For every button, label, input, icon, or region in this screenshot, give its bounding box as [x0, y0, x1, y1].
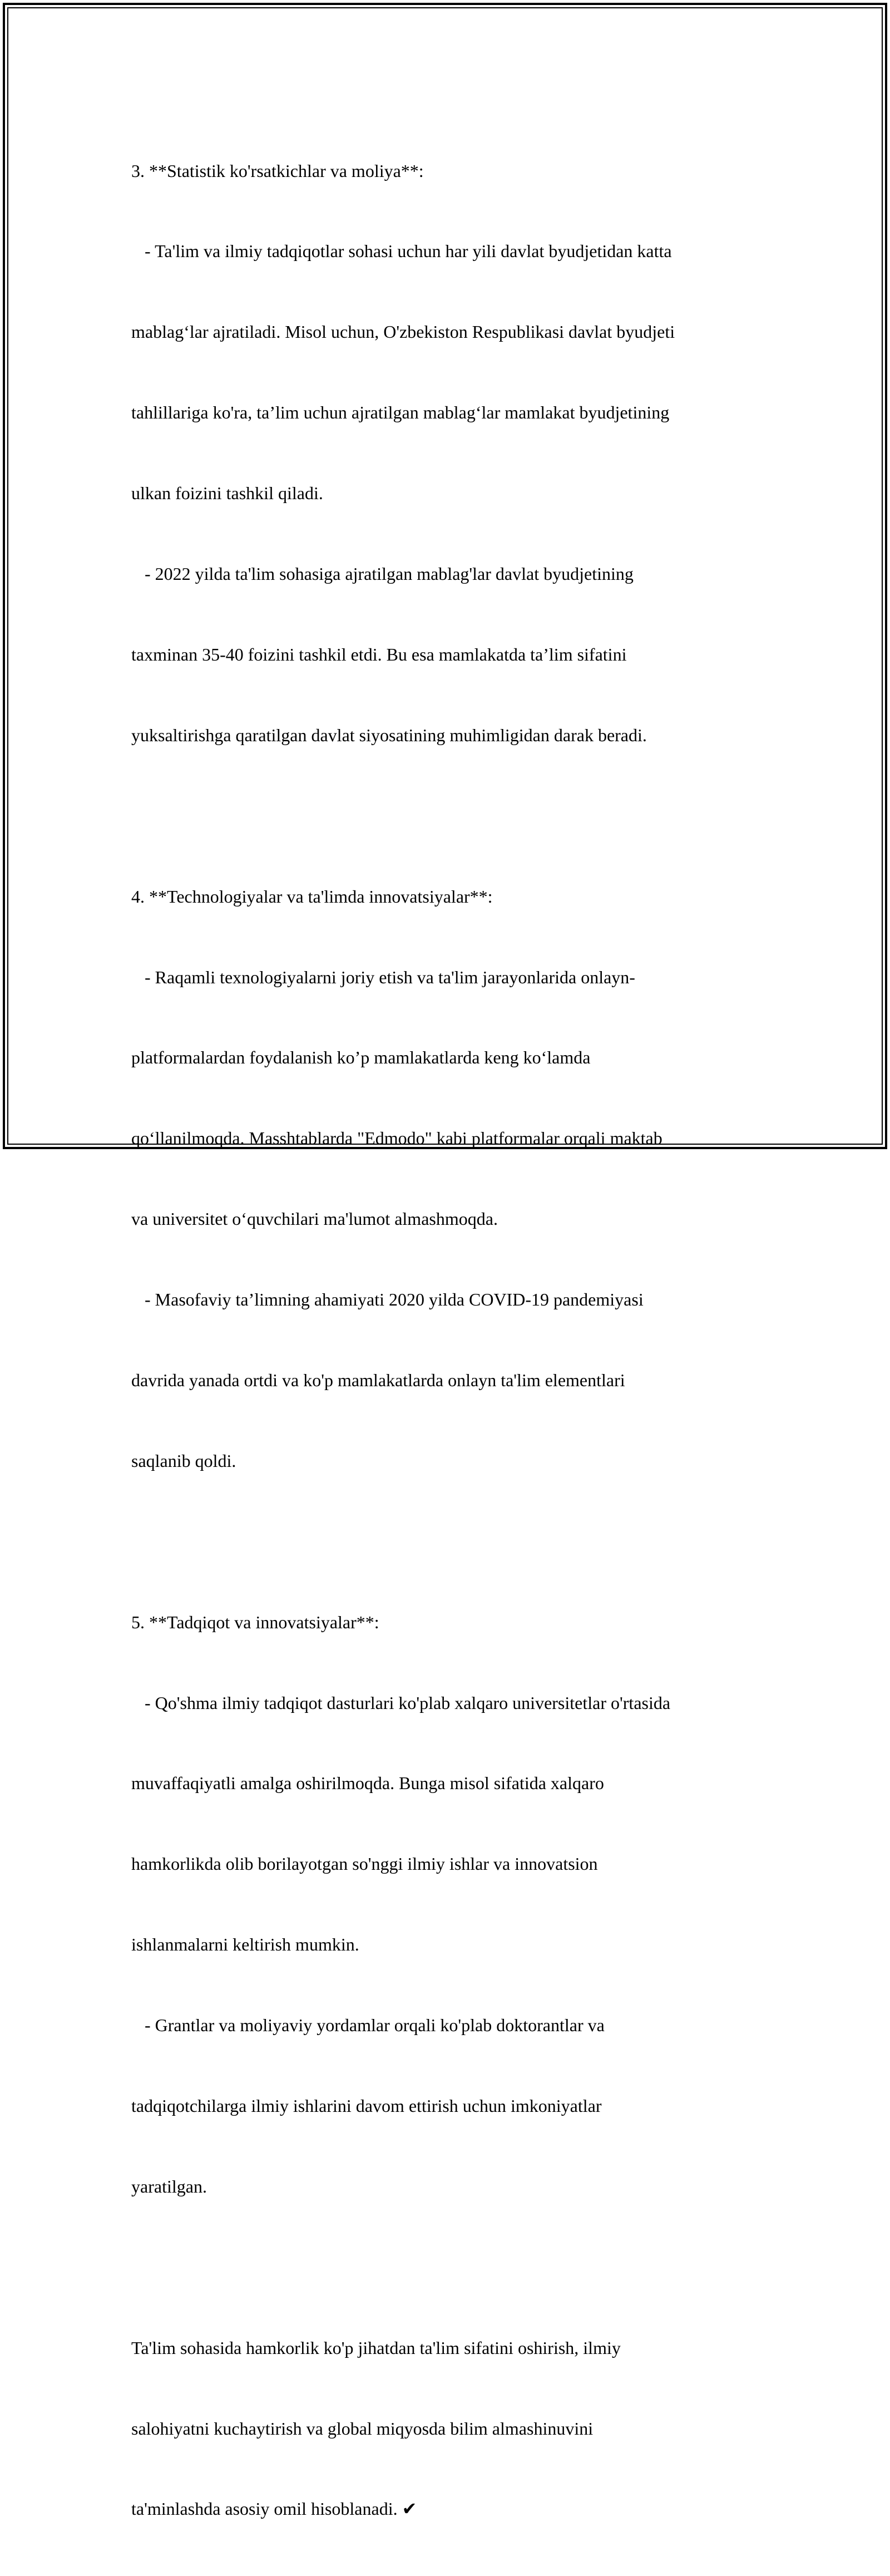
text-line: tahlillariga ko'ra, ta’lim uchun ajratilgan mablag‘lar mamlakat byudjetining	[131, 402, 670, 423]
text-line: - Qo'shma ilmiy tadqiqot dasturlari ko'plab xalqaro universitetlar o'rtasida	[131, 1692, 671, 1713]
paragraph-gap	[131, 2254, 771, 2281]
paragraph-gap	[131, 1528, 771, 1555]
text-line: Ta'lim sohasida hamkorlik ko'p jihatdan ta'lim sifatini oshirish, ilmiy	[131, 2337, 621, 2358]
text-line: - Ta'lim va ilmiy tadqiqotlar sohasi uchun har yili davlat byudjetidan katta	[131, 241, 672, 262]
text-line: davrida yanada ortdi va ko'p mamlakatlarda onlayn ta'lim elementlari	[131, 1370, 625, 1390]
section-research	[131, 1555, 771, 2254]
text-line: - 2022 yilda ta'lim sohasiga ajratilgan mablag'lar davlat byudjetining	[131, 564, 634, 584]
section-heading: 5. **Tadqiqot va innovatsiyalar**:	[131, 1612, 379, 1632]
section-technologies	[131, 829, 771, 1528]
text-line: - Masofaviy ta’limning ahamiyati 2020 yilda COVID-19 pandemiyasi	[131, 1289, 644, 1310]
section-conclusion	[131, 2281, 771, 2576]
text-line: hamkorlikda olib borilayotgan so'nggi ilmiy ishlar va innovatsion	[131, 1854, 598, 1874]
section-heading: 4. **Technologiyalar va ta'limda innovatsiyalar**:	[131, 886, 493, 907]
text-line: taxminan 35-40 foizini tashkil etdi. Bu esa mamlakatda ta’lim sifatini	[131, 644, 627, 664]
text-line: ta'minlashda asosiy omil hisoblanadi. ✔	[131, 2499, 417, 2519]
text-line: qo‘llanilmoqda. Masshtablarda "Edmodo" kabi platformalar orqali maktab	[131, 1128, 662, 1149]
text-line: va universitet o‘quvchilari ma'lumot almashmoqda.	[131, 1209, 498, 1229]
text-line: yuksaltirishga qaratilgan davlat siyosatining muhimligidan darak beradi.	[131, 725, 647, 745]
section-statistics	[131, 104, 771, 802]
text-line: salohiyatni kuchaytirish va global miqyosda bilim almashinuvini	[131, 2418, 594, 2439]
text-line: yaratilgan.	[131, 2176, 207, 2196]
text-line: - Grantlar va moliyaviy yordamlar orqali ko'plab doktorantlar va	[131, 2015, 605, 2036]
text-line: platformalardan foydalanish ko’p mamlakatlarda keng ko‘lamda	[131, 1047, 591, 1068]
text-line: muvaffaqiyatli amalga oshirilmoqda. Bunga misol sifatida xalqaro	[131, 1773, 604, 1794]
text-line: mablag‘lar ajratiladi. Misol uchun, O'zbekiston Respublikasi davlat byudjeti	[131, 322, 675, 342]
paragraph-gap	[131, 802, 771, 829]
text-line: ulkan foizini tashkil qiladi.	[131, 483, 323, 504]
section-heading: 3. **Statistik ko'rsatkichlar va moliya**:	[131, 160, 424, 181]
text-line: - Raqamli texnologiyalarni joriy etish va ta'lim jarayonlarida onlayn-	[131, 967, 635, 987]
text-line: ishlanmalarni keltirish mumkin.	[131, 1934, 359, 1955]
text-line: tadqiqotchilarga ilmiy ishlarini davom ettirish uchun imkoniyatlar	[131, 2095, 602, 2116]
document-body	[131, 104, 771, 2576]
text-line: saqlanib qoldi.	[131, 1450, 236, 1471]
